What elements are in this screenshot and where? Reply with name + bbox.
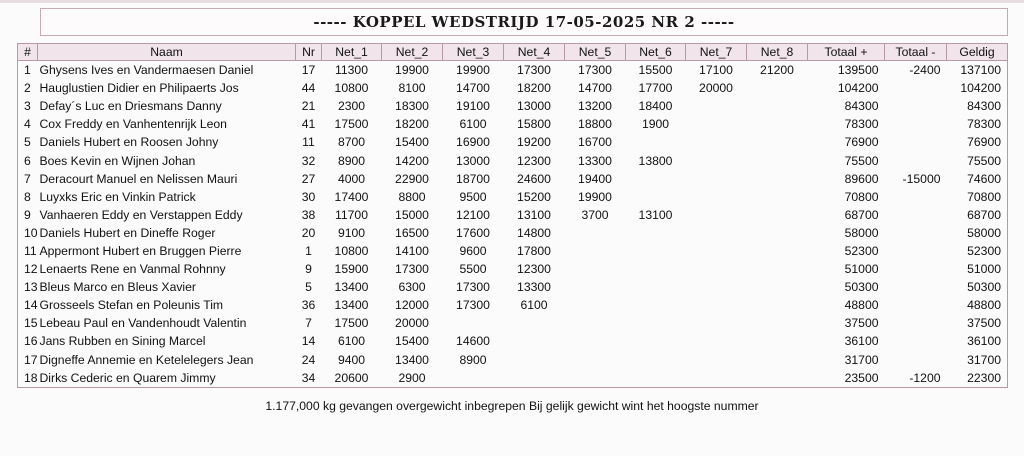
value-cell: 36 — [301, 298, 316, 313]
value-cell: 9100 — [337, 225, 366, 240]
value-cell: 1900 — [641, 117, 670, 132]
value-cell: 14100 — [395, 243, 429, 258]
total-cell: 70800 — [844, 189, 879, 204]
name-cell: Defay´s Luc en Driesmans Danny — [39, 99, 222, 114]
value-cell: 12300 — [517, 153, 551, 168]
table-row — [18, 133, 1008, 151]
total-cell — [885, 296, 947, 314]
value-cell — [686, 296, 747, 314]
value-cell: 21 — [301, 99, 316, 114]
column-header: Net_1 — [322, 44, 382, 61]
rank-cell: 3 — [18, 97, 38, 115]
value-cell — [747, 151, 808, 169]
total-cell: 78300 — [947, 115, 1008, 133]
total-cell — [885, 260, 947, 278]
value-cell: 14700 — [578, 81, 612, 96]
rank-cell: 2 — [18, 79, 38, 97]
column-header: Totaal - — [885, 44, 947, 61]
total-cell: 23500 — [808, 369, 885, 388]
value-cell: 6100 — [337, 334, 366, 349]
value-cell: 24600 — [517, 171, 551, 186]
rank-cell: 9 — [18, 206, 38, 224]
value-cell: 13400 — [395, 352, 429, 367]
name-cell: Bleus Marco en Bleus Xavier — [39, 280, 196, 295]
value-cell — [504, 332, 565, 350]
value-cell: 17 — [301, 63, 316, 78]
column-header: Net_6 — [626, 44, 686, 61]
table-row — [18, 170, 1008, 188]
value-cell: 17300 — [517, 63, 551, 78]
name-cell: Cox Freddy en Vanhentenrijk Leon — [39, 117, 227, 132]
header-row — [18, 44, 1008, 61]
total-cell: 89600 — [844, 171, 879, 186]
total-cell — [885, 188, 947, 206]
value-cell — [747, 224, 808, 242]
value-cell: 13400 — [334, 280, 369, 295]
name-cell: Lebeau Paul en Vandenhoudt Valentin — [39, 316, 247, 331]
rank-cell: 17 — [18, 351, 38, 369]
value-cell — [626, 170, 686, 188]
value-cell: 20000 — [395, 316, 429, 331]
total-cell: 50300 — [844, 280, 879, 295]
rank-cell: 5 — [18, 133, 38, 151]
value-cell: 13800 — [638, 153, 673, 168]
value-cell — [686, 170, 747, 188]
total-cell: 75500 — [844, 153, 879, 168]
total-cell: 104200 — [947, 79, 1008, 97]
value-cell: 30 — [301, 189, 316, 204]
value-cell: 20 — [301, 225, 316, 240]
rank-cell: 12 — [18, 260, 38, 278]
name-cell: Daniels Hubert en Dineffe Roger — [39, 225, 216, 240]
value-cell: 14 — [301, 334, 316, 349]
value-cell — [626, 133, 686, 151]
table-row — [18, 61, 1008, 80]
value-cell — [565, 332, 626, 350]
value-cell: 9500 — [459, 189, 487, 204]
rank-cell: 13 — [18, 278, 38, 296]
value-cell — [565, 296, 626, 314]
value-cell — [626, 296, 686, 314]
table-row — [18, 206, 1008, 224]
value-cell: 15500 — [638, 63, 673, 78]
rank-cell: 10 — [18, 224, 38, 242]
rank-cell: 8 — [18, 188, 38, 206]
value-cell — [747, 332, 808, 350]
value-cell: 17100 — [699, 63, 733, 78]
total-cell: 37500 — [844, 316, 879, 331]
value-cell: 18200 — [395, 117, 429, 132]
total-cell — [885, 278, 947, 296]
results-table — [17, 43, 1008, 388]
value-cell: 13000 — [456, 153, 490, 168]
value-cell: 14600 — [456, 334, 490, 349]
rank-cell: 15 — [18, 314, 38, 332]
value-cell — [747, 79, 808, 97]
value-cell — [686, 278, 747, 296]
value-cell: 10800 — [334, 243, 369, 258]
total-cell — [885, 151, 947, 169]
total-cell: 51000 — [844, 262, 879, 277]
value-cell: 17400 — [334, 189, 369, 204]
value-cell: 12100 — [456, 207, 490, 222]
value-cell — [565, 278, 626, 296]
rank-cell: 6 — [18, 151, 38, 169]
column-header: Geldig — [947, 44, 1008, 61]
value-cell: 15400 — [395, 334, 429, 349]
column-header: Net_7 — [686, 44, 747, 61]
total-cell: 84300 — [947, 97, 1008, 115]
rank-cell: 7 — [18, 170, 38, 188]
value-cell — [686, 260, 747, 278]
value-cell: 34 — [296, 369, 322, 388]
value-cell: 8900 — [459, 352, 487, 367]
value-cell: 17300 — [456, 298, 490, 313]
value-cell: 6100 — [459, 117, 487, 132]
value-cell — [747, 314, 808, 332]
value-cell: 4000 — [337, 171, 366, 186]
total-cell: 76900 — [947, 133, 1008, 151]
value-cell — [626, 332, 686, 350]
name-cell: Vanhaeren Eddy en Verstappen Eddy — [39, 207, 243, 222]
total-cell — [885, 97, 947, 115]
value-cell: 9400 — [337, 352, 366, 367]
value-cell — [686, 188, 747, 206]
value-cell: 44 — [301, 81, 316, 96]
total-cell: 68700 — [947, 206, 1008, 224]
value-cell — [565, 351, 626, 369]
table-row — [18, 278, 1008, 296]
value-cell: 17300 — [578, 63, 612, 78]
title-box — [40, 8, 1008, 36]
value-cell: 20000 — [699, 81, 733, 96]
value-cell: 15800 — [517, 117, 551, 132]
value-cell — [626, 278, 686, 296]
value-cell: 2300 — [337, 99, 366, 114]
value-cell — [626, 369, 686, 388]
value-cell — [626, 351, 686, 369]
value-cell — [686, 224, 747, 242]
name-cell: Jans Rubben en Sining Marcel — [39, 334, 206, 349]
table-row — [18, 332, 1008, 350]
rank-cell: 18 — [18, 369, 38, 388]
table-body — [18, 61, 1008, 388]
value-cell: 13100 — [638, 207, 673, 222]
total-cell: 76900 — [844, 135, 879, 150]
total-cell — [885, 115, 947, 133]
rank-cell: 14 — [18, 296, 38, 314]
value-cell — [747, 188, 808, 206]
value-cell: 11300 — [335, 63, 368, 78]
value-cell: 12000 — [395, 298, 429, 313]
table-row — [18, 97, 1008, 115]
total-cell: 68700 — [844, 207, 879, 222]
value-cell: 1 — [305, 243, 312, 258]
value-cell — [686, 242, 747, 260]
column-header: Net_3 — [443, 44, 504, 61]
table-row — [18, 79, 1008, 97]
value-cell: 16900 — [456, 135, 490, 150]
total-cell: 75500 — [947, 151, 1008, 169]
value-cell: 6300 — [398, 280, 426, 295]
total-cell: 48800 — [844, 298, 879, 313]
total-cell: 52300 — [947, 242, 1008, 260]
value-cell: 6100 — [520, 298, 548, 313]
total-cell: 48800 — [947, 296, 1008, 314]
top-edge — [0, 0, 1024, 3]
value-cell — [686, 369, 747, 388]
total-cell: 51000 — [947, 260, 1008, 278]
total-cell: 36100 — [844, 334, 879, 349]
value-cell: 8800 — [398, 189, 426, 204]
total-cell — [885, 314, 947, 332]
value-cell: 17500 — [334, 117, 369, 132]
value-cell: 22900 — [395, 171, 429, 186]
value-cell: 17800 — [517, 243, 551, 258]
value-cell — [565, 260, 626, 278]
value-cell — [626, 188, 686, 206]
total-cell — [885, 242, 947, 260]
value-cell: 19900 — [578, 189, 612, 204]
name-cell: Hauglustien Didier en Philipaerts Jos — [39, 81, 239, 96]
total-cell: 70800 — [947, 188, 1008, 206]
value-cell — [565, 242, 626, 260]
value-cell: 15000 — [395, 207, 429, 222]
value-cell — [686, 206, 747, 224]
value-cell — [443, 369, 504, 388]
value-cell: 9600 — [459, 243, 487, 258]
value-cell — [565, 369, 626, 388]
value-cell — [747, 97, 808, 115]
value-cell — [626, 242, 686, 260]
column-header: Net_2 — [382, 44, 443, 61]
total-cell — [885, 133, 947, 151]
total-cell: 31700 — [844, 352, 879, 367]
value-cell: 18700 — [456, 171, 490, 186]
value-cell: 17300 — [456, 280, 490, 295]
total-cell — [885, 224, 947, 242]
value-cell: 13300 — [517, 280, 551, 295]
table-row — [18, 351, 1008, 369]
value-cell: 15200 — [517, 189, 551, 204]
value-cell — [686, 314, 747, 332]
value-cell: 13200 — [578, 99, 612, 114]
total-cell: 58000 — [947, 224, 1008, 242]
value-cell: 21200 — [760, 63, 794, 78]
total-cell: 74600 — [947, 170, 1008, 188]
value-cell: 5500 — [459, 262, 487, 277]
name-cell: Dirks Cederic en Quarem Jimmy — [38, 369, 296, 388]
value-cell — [686, 351, 747, 369]
total-cell — [885, 206, 947, 224]
total-cell: 137100 — [947, 61, 1008, 80]
name-cell: Boes Kevin en Wijnen Johan — [39, 153, 196, 168]
total-cell: -15000 — [902, 171, 941, 186]
table-row — [18, 314, 1008, 332]
footer-note: 1.177,000 kg gevangen overgewicht inbegrepen Bij gelijk gewicht wint het hoogste nummer — [265, 399, 759, 413]
column-header: Naam — [38, 44, 296, 61]
total-cell: 31700 — [947, 351, 1008, 369]
value-cell: 24 — [301, 352, 316, 367]
value-cell: 13400 — [334, 298, 369, 313]
value-cell — [747, 133, 808, 151]
total-cell: 22300 — [947, 369, 1008, 388]
table-row — [18, 151, 1008, 169]
value-cell — [504, 314, 565, 332]
value-cell: 8100 — [398, 81, 426, 96]
name-cell: Luyxks Eric en Vinkin Patrick — [39, 189, 196, 204]
total-cell: 78300 — [844, 117, 879, 132]
value-cell: 18800 — [578, 117, 612, 132]
value-cell — [565, 224, 626, 242]
value-cell: 15400 — [395, 135, 429, 150]
table-row — [18, 369, 1008, 388]
table-header — [18, 44, 1008, 61]
value-cell: 19900 — [456, 63, 490, 78]
value-cell: 8900 — [337, 153, 366, 168]
value-cell: 8700 — [337, 135, 366, 150]
value-cell: 17600 — [456, 225, 490, 240]
value-cell: 14700 — [456, 81, 490, 96]
value-cell: 19400 — [578, 171, 612, 186]
value-cell: 17700 — [638, 81, 673, 96]
total-cell — [885, 351, 947, 369]
rank-cell: 16 — [18, 332, 38, 350]
value-cell: 14800 — [517, 225, 551, 240]
value-cell: 5 — [305, 280, 312, 295]
column-header: Nr — [296, 44, 322, 61]
total-cell — [885, 332, 947, 350]
value-cell — [747, 278, 808, 296]
value-cell: 14200 — [395, 153, 429, 168]
total-cell: 36100 — [947, 332, 1008, 350]
name-cell: Appermont Hubert en Bruggen Pierre — [39, 243, 242, 258]
value-cell: 9 — [305, 262, 312, 277]
name-cell: Daniels Hubert en Roosen Johny — [39, 135, 219, 150]
total-cell: 50300 — [947, 278, 1008, 296]
value-cell: 7 — [305, 316, 312, 331]
name-cell: Deracourt Manuel en Nelissen Mauri — [39, 171, 238, 186]
value-cell: 13300 — [578, 153, 612, 168]
value-cell — [686, 151, 747, 169]
value-cell: 19200 — [517, 135, 551, 150]
column-header: Net_4 — [504, 44, 565, 61]
value-cell: 18400 — [638, 99, 673, 114]
value-cell — [686, 97, 747, 115]
table-row — [18, 260, 1008, 278]
table-row — [18, 224, 1008, 242]
value-cell: 13100 — [517, 207, 551, 222]
value-cell — [626, 224, 686, 242]
value-cell: 16700 — [578, 135, 612, 150]
value-cell: 12300 — [517, 262, 551, 277]
total-cell: 139500 — [837, 63, 879, 78]
value-cell — [626, 314, 686, 332]
name-cell: Lenaerts Rene en Vanmal Rohnny — [39, 262, 226, 277]
table-row — [18, 242, 1008, 260]
rank-cell: 4 — [18, 115, 38, 133]
value-cell — [747, 115, 808, 133]
column-header: Net_8 — [747, 44, 808, 61]
value-cell — [504, 369, 565, 388]
value-cell — [747, 170, 808, 188]
name-cell: Ghysens Ives en Vandermaesen Daniel — [39, 63, 254, 78]
total-cell: -2400 — [909, 63, 941, 78]
table-row — [18, 188, 1008, 206]
value-cell — [565, 314, 626, 332]
rank-cell: 1 — [18, 61, 38, 80]
value-cell — [747, 369, 808, 388]
value-cell: 10800 — [334, 81, 369, 96]
value-cell: 27 — [301, 171, 316, 186]
total-cell: 37500 — [947, 314, 1008, 332]
total-cell: -1200 — [885, 369, 947, 388]
value-cell — [686, 115, 747, 133]
value-cell — [504, 351, 565, 369]
value-cell — [686, 332, 747, 350]
total-cell: 104200 — [837, 81, 879, 96]
value-cell: 13000 — [517, 99, 551, 114]
value-cell — [626, 260, 686, 278]
column-header: Net_5 — [565, 44, 626, 61]
value-cell — [747, 351, 808, 369]
value-cell: 17300 — [395, 262, 429, 277]
value-cell: 2900 — [382, 369, 443, 388]
total-cell — [885, 79, 947, 97]
value-cell: 18300 — [395, 99, 429, 114]
total-cell: 52300 — [844, 243, 879, 258]
total-cell: 58000 — [844, 225, 879, 240]
value-cell: 32 — [301, 153, 316, 168]
value-cell: 11700 — [335, 207, 368, 222]
value-cell: 20600 — [322, 369, 382, 388]
value-cell: 41 — [301, 117, 316, 132]
value-cell — [747, 206, 808, 224]
value-cell: 19900 — [395, 63, 429, 78]
column-header: Totaal + — [808, 44, 885, 61]
value-cell: 18200 — [517, 81, 551, 96]
value-cell — [443, 314, 504, 332]
value-cell: 16500 — [395, 225, 429, 240]
rank-cell: 11 — [18, 242, 38, 260]
value-cell — [747, 260, 808, 278]
value-cell: 38 — [301, 207, 316, 222]
value-cell — [747, 296, 808, 314]
name-cell: Digneffe Annemie en Ketelelegers Jean — [39, 352, 254, 367]
value-cell: 11 — [302, 135, 315, 150]
value-cell — [747, 242, 808, 260]
page-title: ----- KOPPEL WEDSTRIJD 17-05-2025 NR 2 ----- — [313, 13, 735, 31]
value-cell — [686, 133, 747, 151]
value-cell: 19100 — [456, 99, 490, 114]
table-row — [18, 115, 1008, 133]
value-cell: 3700 — [581, 207, 609, 222]
name-cell: Grosseels Stefan en Poleunis Tim — [39, 298, 224, 313]
value-cell: 17500 — [334, 316, 369, 331]
column-header: # — [18, 44, 38, 61]
table-row — [18, 296, 1008, 314]
value-cell: 15900 — [334, 262, 369, 277]
total-cell: 84300 — [844, 99, 879, 114]
